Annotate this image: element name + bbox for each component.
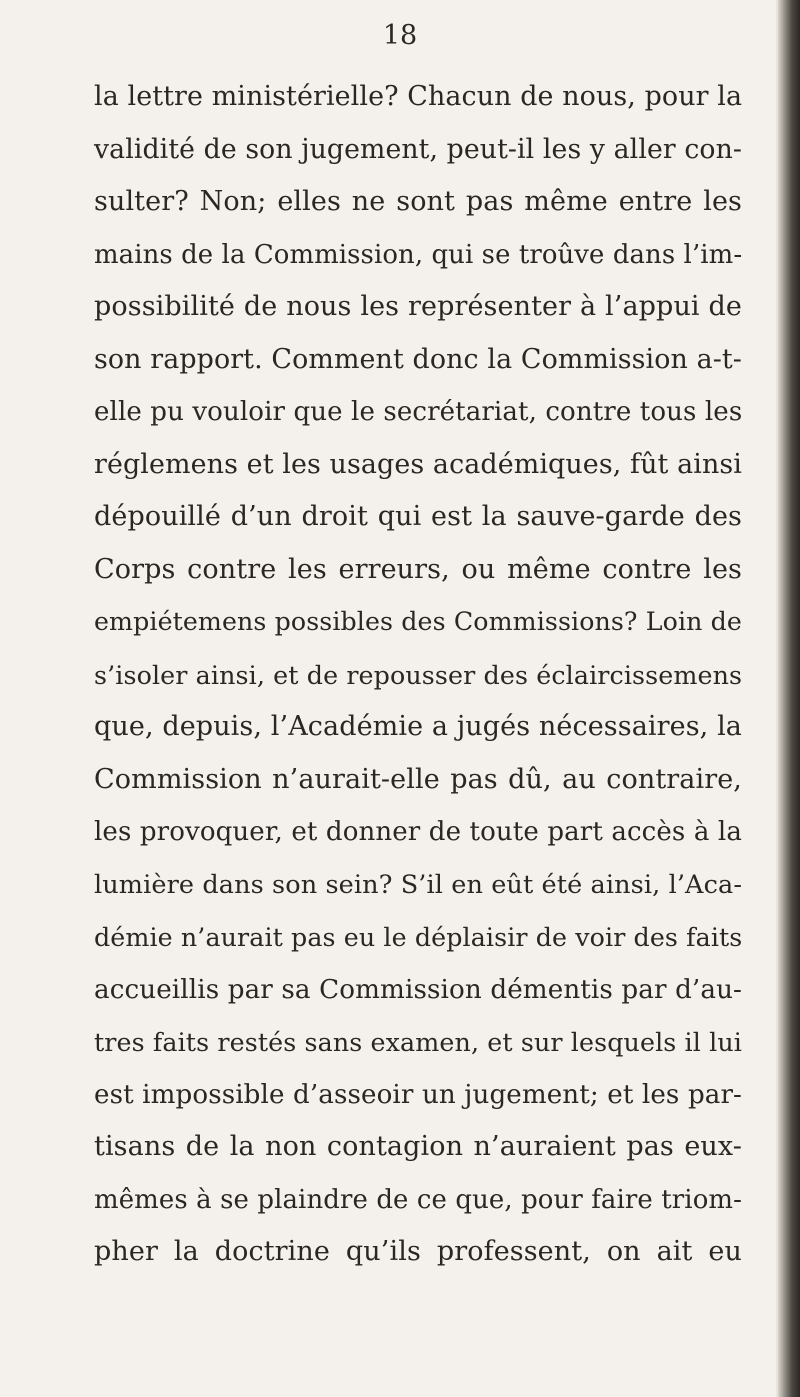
text-line: la lettre ministérielle? Chacun de nous, pour la: [94, 81, 743, 112]
text-line: mains de la Commission, qui se troûve dans l’im-: [94, 239, 743, 270]
text-line: s’isoler ainsi, et de repousser des éclaircissemens: [94, 659, 743, 690]
text-line: elle pu vouloir que le secrétariat, contre tous les: [94, 397, 743, 427]
text-line: validité de son jugement, peut-il les y aller con-: [94, 133, 742, 165]
text-line: Corps contre les erreurs, ou même contre les: [94, 553, 742, 585]
body-text: [94, 71, 742, 1279]
text-line: dépouillé d’un droit qui est la sauve-garde des: [94, 501, 742, 532]
text-line: lumière dans son sein? S’il en eût été ainsi, l’Aca-: [94, 869, 743, 900]
text-line: accueillis par sa Commission démentis par d’au-: [94, 974, 742, 1005]
text-line: Commission n’aurait-elle pas dû, au contraire,: [94, 763, 742, 795]
text-line: pher la doctrine qu’ils professent, on ait eu: [94, 1236, 742, 1267]
text-line: sulter? Non; elles ne sont pas même entre les: [94, 186, 742, 217]
text-line: son rapport. Comment donc la Commission a-t-: [94, 343, 742, 375]
text-line: empiétemens possibles des Commissions? Loin de: [94, 607, 742, 636]
text-line: possibilité de nous les représenter à l’appui de: [94, 291, 742, 322]
text-line: réglemens et les usages académiques, fût ainsi: [94, 448, 742, 480]
text-line: que, depuis, l’Académie a jugés nécessaires, la: [94, 711, 742, 742]
text-line: mêmes à se plaindre de ce que, pour faire triom-: [94, 1184, 742, 1215]
page-number: 18: [382, 20, 418, 51]
text-line: est impossible d’asseoir un jugement; et les par-: [94, 1079, 742, 1110]
text-line: les provoquer, et donner de toute part accès à la: [94, 817, 742, 847]
text-line: démie n’aurait pas eu le déplaisir de voir des faits: [94, 922, 743, 952]
text-line: tisans de la non contagion n’auraient pas eux-: [94, 1131, 742, 1162]
binding-edge-shadow: [778, 0, 800, 1397]
text-line: tres faits restés sans examen, et sur lesquels il lui: [94, 1027, 742, 1057]
